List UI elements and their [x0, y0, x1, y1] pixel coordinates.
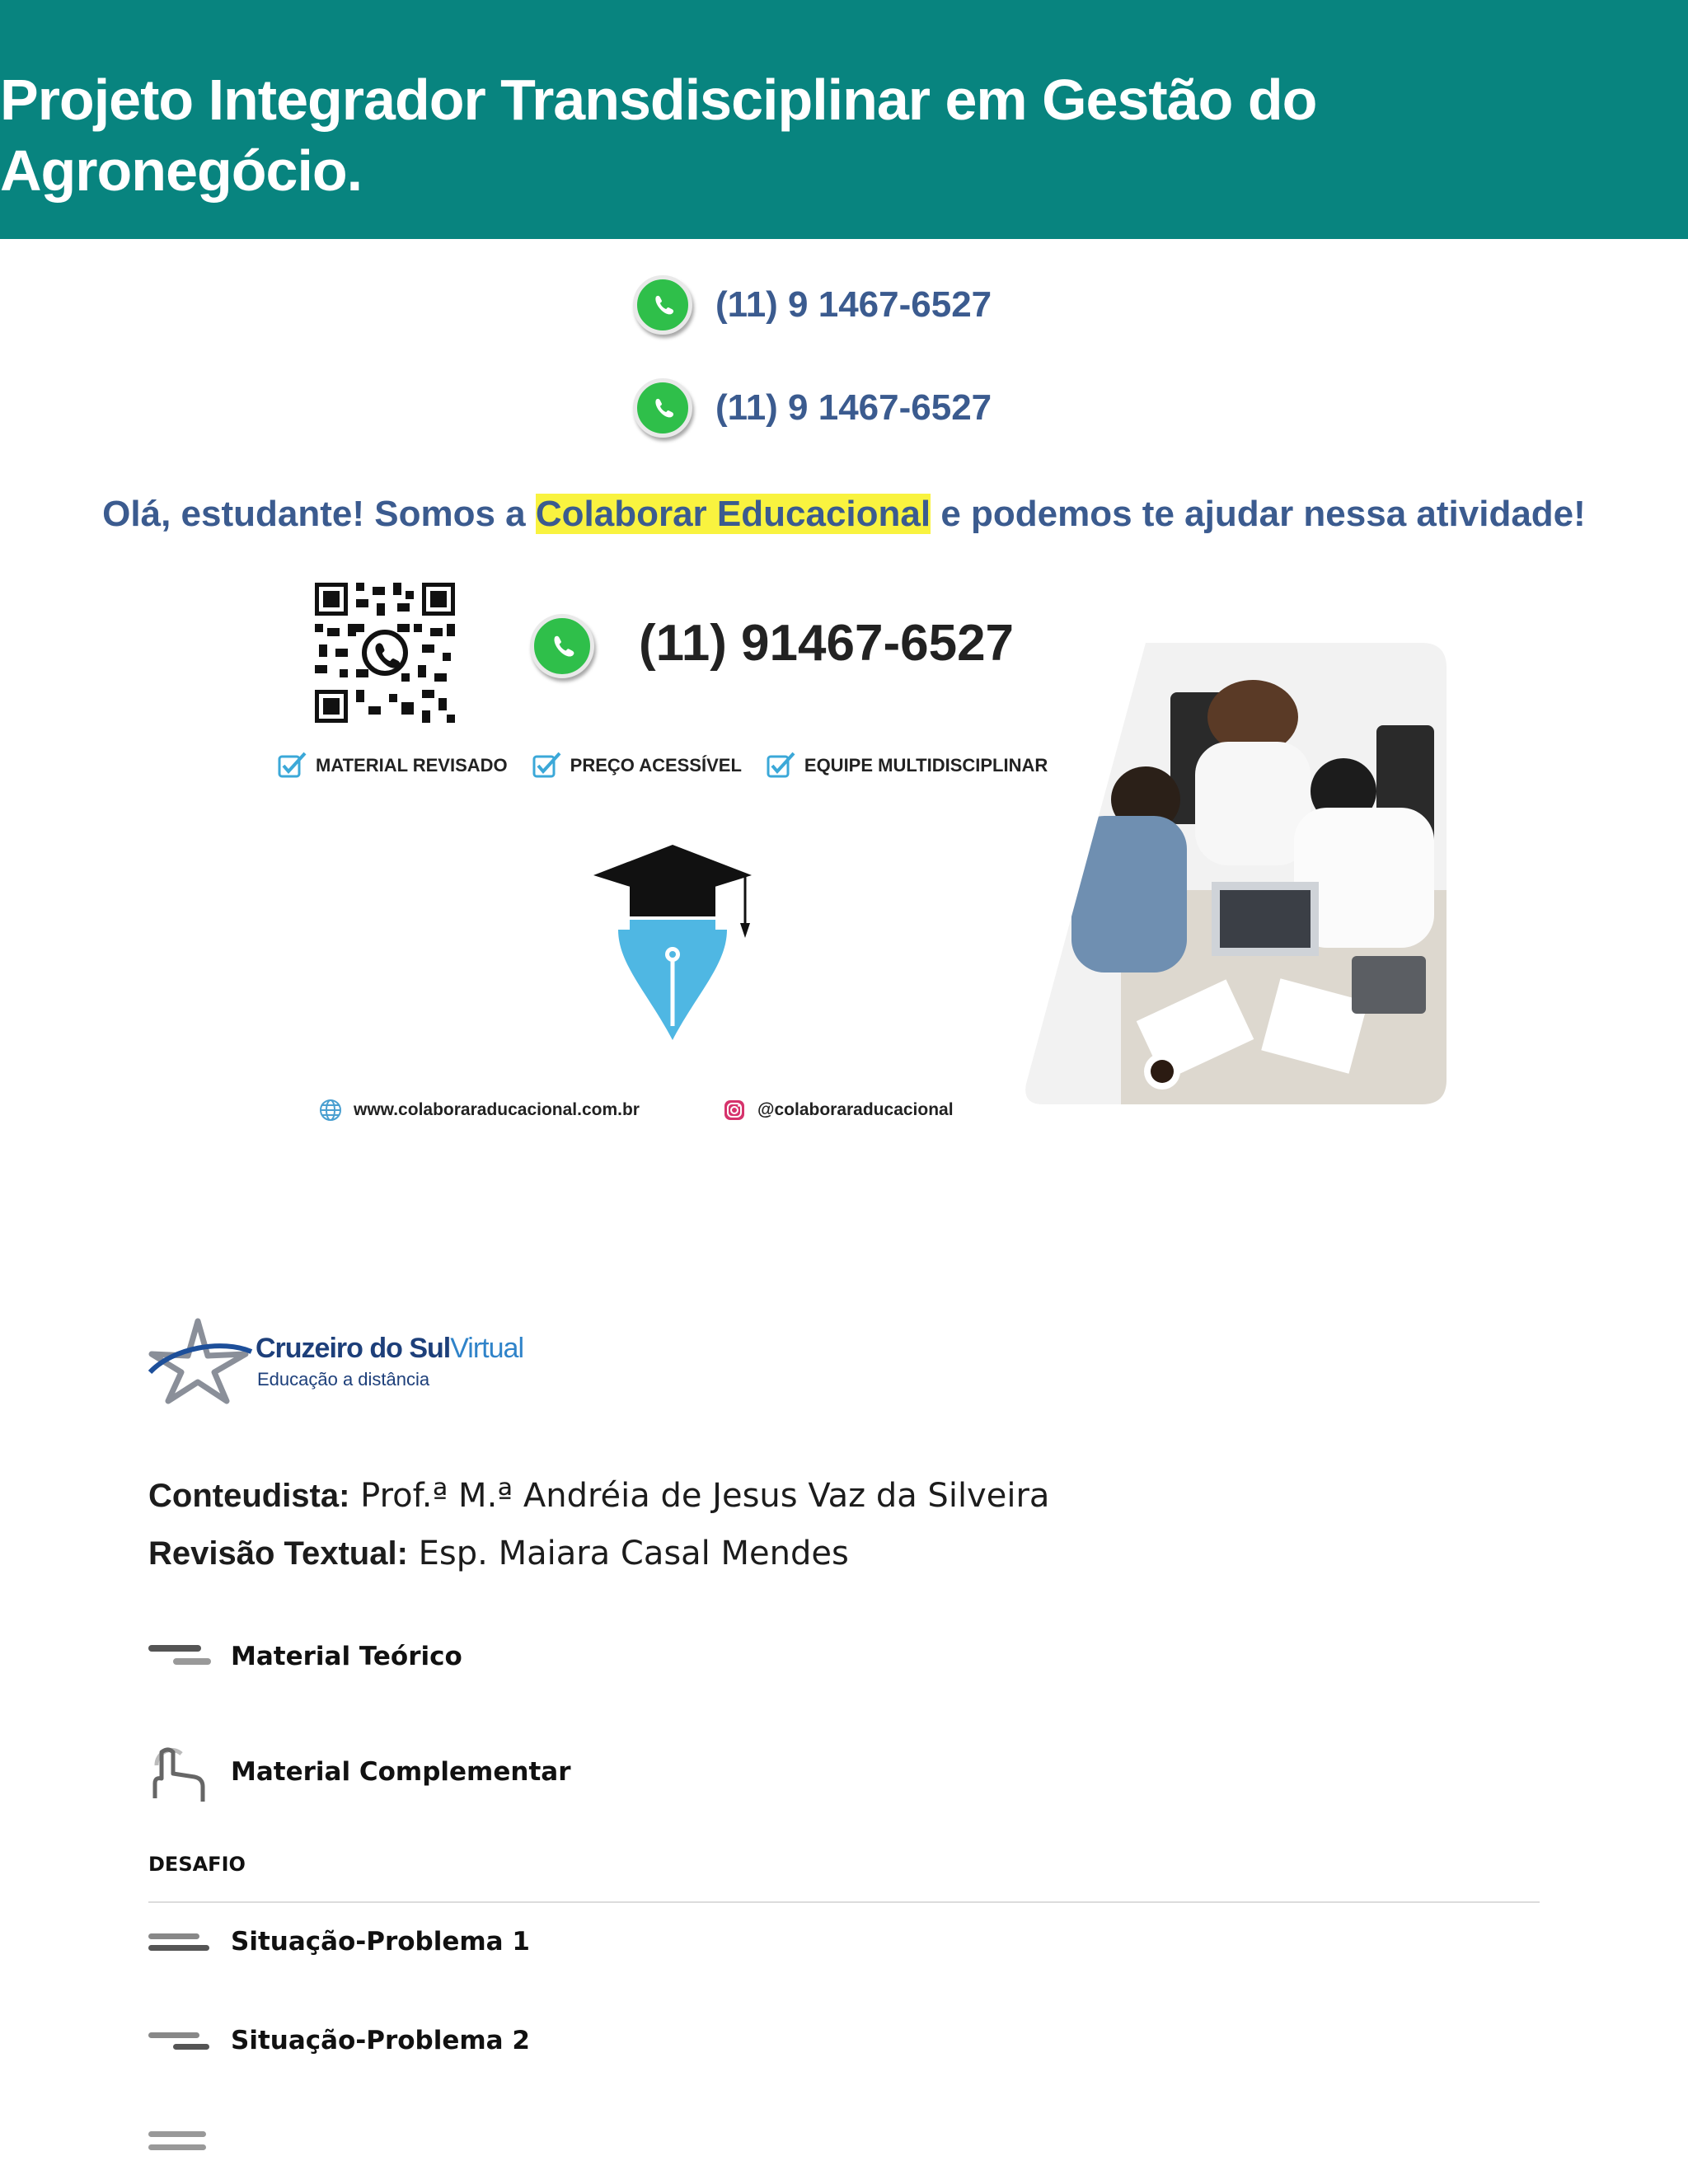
text-lines-icon	[148, 2108, 211, 2171]
promo-phone-number: (11) 91467-6527	[639, 615, 1015, 672]
intro-message	[0, 486, 1688, 542]
whatsapp-icon	[530, 614, 594, 678]
menu-item-problem-2[interactable]	[148, 2009, 530, 2072]
logo-brand-primary: Cruzeiro do Sul	[256, 1333, 451, 1364]
whatsapp-contact-2[interactable]	[633, 375, 992, 441]
menu-item-complementary[interactable]	[148, 1741, 570, 1803]
reviewer-name: Esp. Maiara Casal Mendes	[407, 1535, 849, 1572]
checkbox-check-icon	[767, 752, 796, 780]
page-header	[0, 0, 1688, 239]
logo-tagline: Educação a distância	[257, 1369, 430, 1390]
intro-highlight: Colaborar Educacional	[535, 494, 931, 534]
whatsapp-icon	[633, 275, 692, 335]
whatsapp-contact-1[interactable]	[633, 272, 992, 338]
feature-label: PREÇO ACESSÍVEL	[570, 755, 742, 776]
section-divider	[148, 1901, 1540, 1903]
logo-brand-secondary: Virtual	[450, 1333, 523, 1364]
qr-code-icon[interactable]	[315, 583, 455, 723]
checkbox-check-icon	[278, 752, 307, 780]
whatsapp-icon	[633, 378, 692, 438]
star-logo-icon	[148, 1315, 256, 1405]
instagram-icon	[723, 1099, 746, 1122]
feature-item	[278, 752, 508, 780]
intro-text-before: Olá, estudante! Somos a	[102, 494, 536, 534]
phone-number-1: (11) 9 1467-6527	[715, 284, 992, 325]
feature-item	[532, 752, 742, 780]
touch-hand-icon	[148, 1741, 211, 1803]
author-label: Conteudista:	[148, 1478, 350, 1514]
menu-label-theory: Material Teórico	[231, 1642, 462, 1671]
phone-number-2: (11) 9 1467-6527	[715, 387, 992, 428]
reviewer-label: Revisão Textual:	[148, 1535, 408, 1572]
reviewer-line	[148, 1525, 1049, 1582]
text-lines-icon	[148, 1625, 211, 1688]
feature-label: MATERIAL REVISADO	[316, 755, 508, 776]
students-photo	[1022, 643, 1447, 1104]
menu-item-more[interactable]	[148, 2108, 211, 2171]
checkbox-check-icon	[532, 752, 562, 780]
menu-item-problem-1[interactable]	[148, 1910, 530, 1973]
website-url: www.colaboraraducacional.com.br	[354, 1100, 640, 1119]
text-lines-icon	[148, 1910, 211, 1973]
author-line	[148, 1467, 1049, 1525]
graduation-pen-logo-icon	[590, 841, 755, 1047]
intro-text-after: e podemos te ajudar nessa atividade!	[931, 494, 1586, 534]
website-link[interactable]	[319, 1099, 640, 1122]
credits-block	[148, 1467, 1049, 1582]
globe-icon	[319, 1099, 342, 1122]
menu-label-problem-2: Situação-Problema 2	[231, 2026, 530, 2055]
page-title: Projeto Integrador Transdisciplinar em Gestão do Agronegócio.	[0, 68, 1317, 203]
feature-item	[767, 752, 1048, 780]
menu-label-problem-1: Situação-Problema 1	[231, 1927, 530, 1957]
feature-list	[278, 752, 1048, 780]
feature-label: EQUIPE MULTIDISCIPLINAR	[804, 755, 1048, 776]
menu-label-complementary: Material Complementar	[231, 1757, 571, 1787]
instagram-handle: @colaboraraducacional	[757, 1100, 954, 1119]
menu-item-theory[interactable]	[148, 1625, 462, 1688]
cruzeiro-logo	[148, 1315, 523, 1405]
text-lines-icon	[148, 2009, 211, 2072]
section-heading-desafio: DESAFIO	[148, 1853, 246, 1876]
author-name: Prof.ª M.ª Andréia de Jesus Vaz da Silveira	[349, 1477, 1050, 1515]
instagram-link[interactable]	[723, 1099, 954, 1122]
